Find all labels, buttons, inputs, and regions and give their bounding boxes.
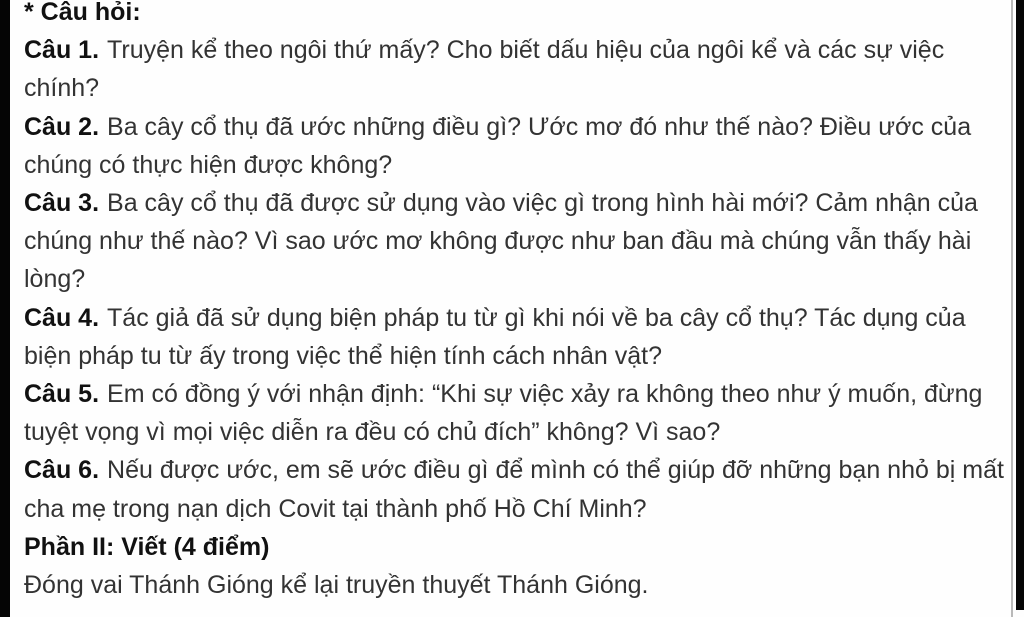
right-black-border [1016,0,1024,610]
question-2-text: Ba cây cổ thụ đã ước những điều gì? Ước mơ đó như thế nào? Điều ước của chúng có thực hiện được không? [24,112,972,179]
question-6-label: Câu 6. [24,456,100,485]
question-5-text: Em có đồng ý với nhận định: “Khi sự việc xảy ra không theo như ý muốn, đừng tuyệt vọng vì mọi việc diễn ra đều có chủ đích” không? Vì sao? [24,380,983,447]
question-2 [24,108,1006,184]
question-3-text: Ba cây cổ thụ đã được sử dụng vào việc gì trong hình hài mới? Cảm nhận của chúng như thế nào? Vì sao ước mơ không được như ban đầu mà chúng vẫn thấy hài lòng? [24,189,978,294]
question-3 [24,184,1006,299]
question-5 [24,375,1006,451]
question-2-label: Câu 2. [24,112,100,141]
question-5-label: Câu 5. [24,380,100,409]
question-1-text: Truyện kể theo ngôi thứ mấy? Cho biết dấu hiệu của ngôi kể và các sự việc chính? [24,36,945,103]
question-4 [24,299,1006,375]
part-2-heading: Phần II: Viết (4 điểm) [24,532,270,561]
writing-prompt: Đóng vai Thánh Gióng kể lại truyền thuyết Thánh Gióng. [24,571,649,600]
question-3-label: Câu 3. [24,189,100,218]
question-6 [24,451,1006,527]
left-black-border [0,0,10,617]
question-1 [24,31,1006,107]
question-1-label: Câu 1. [24,36,100,65]
question-4-text: Tác giả đã sử dụng biện pháp tu từ gì khi nói về ba cây cổ thụ? Tác dụng của biện pháp tu từ ấy trong việc thể hiện tính cách nhân vật? [24,303,966,370]
right-gray-divider [1011,0,1013,617]
question-sheet [24,0,1006,604]
question-6-text: Nếu được ước, em sẽ ước điều gì để mình có thể giúp đỡ những bạn nhỏ bị mất cha mẹ trong nạn dịch Covit tại thành phố Hồ Chí Minh? [24,456,1004,523]
question-4-label: Câu 4. [24,303,100,332]
questions-section-heading: * Câu hỏi: [24,0,141,26]
